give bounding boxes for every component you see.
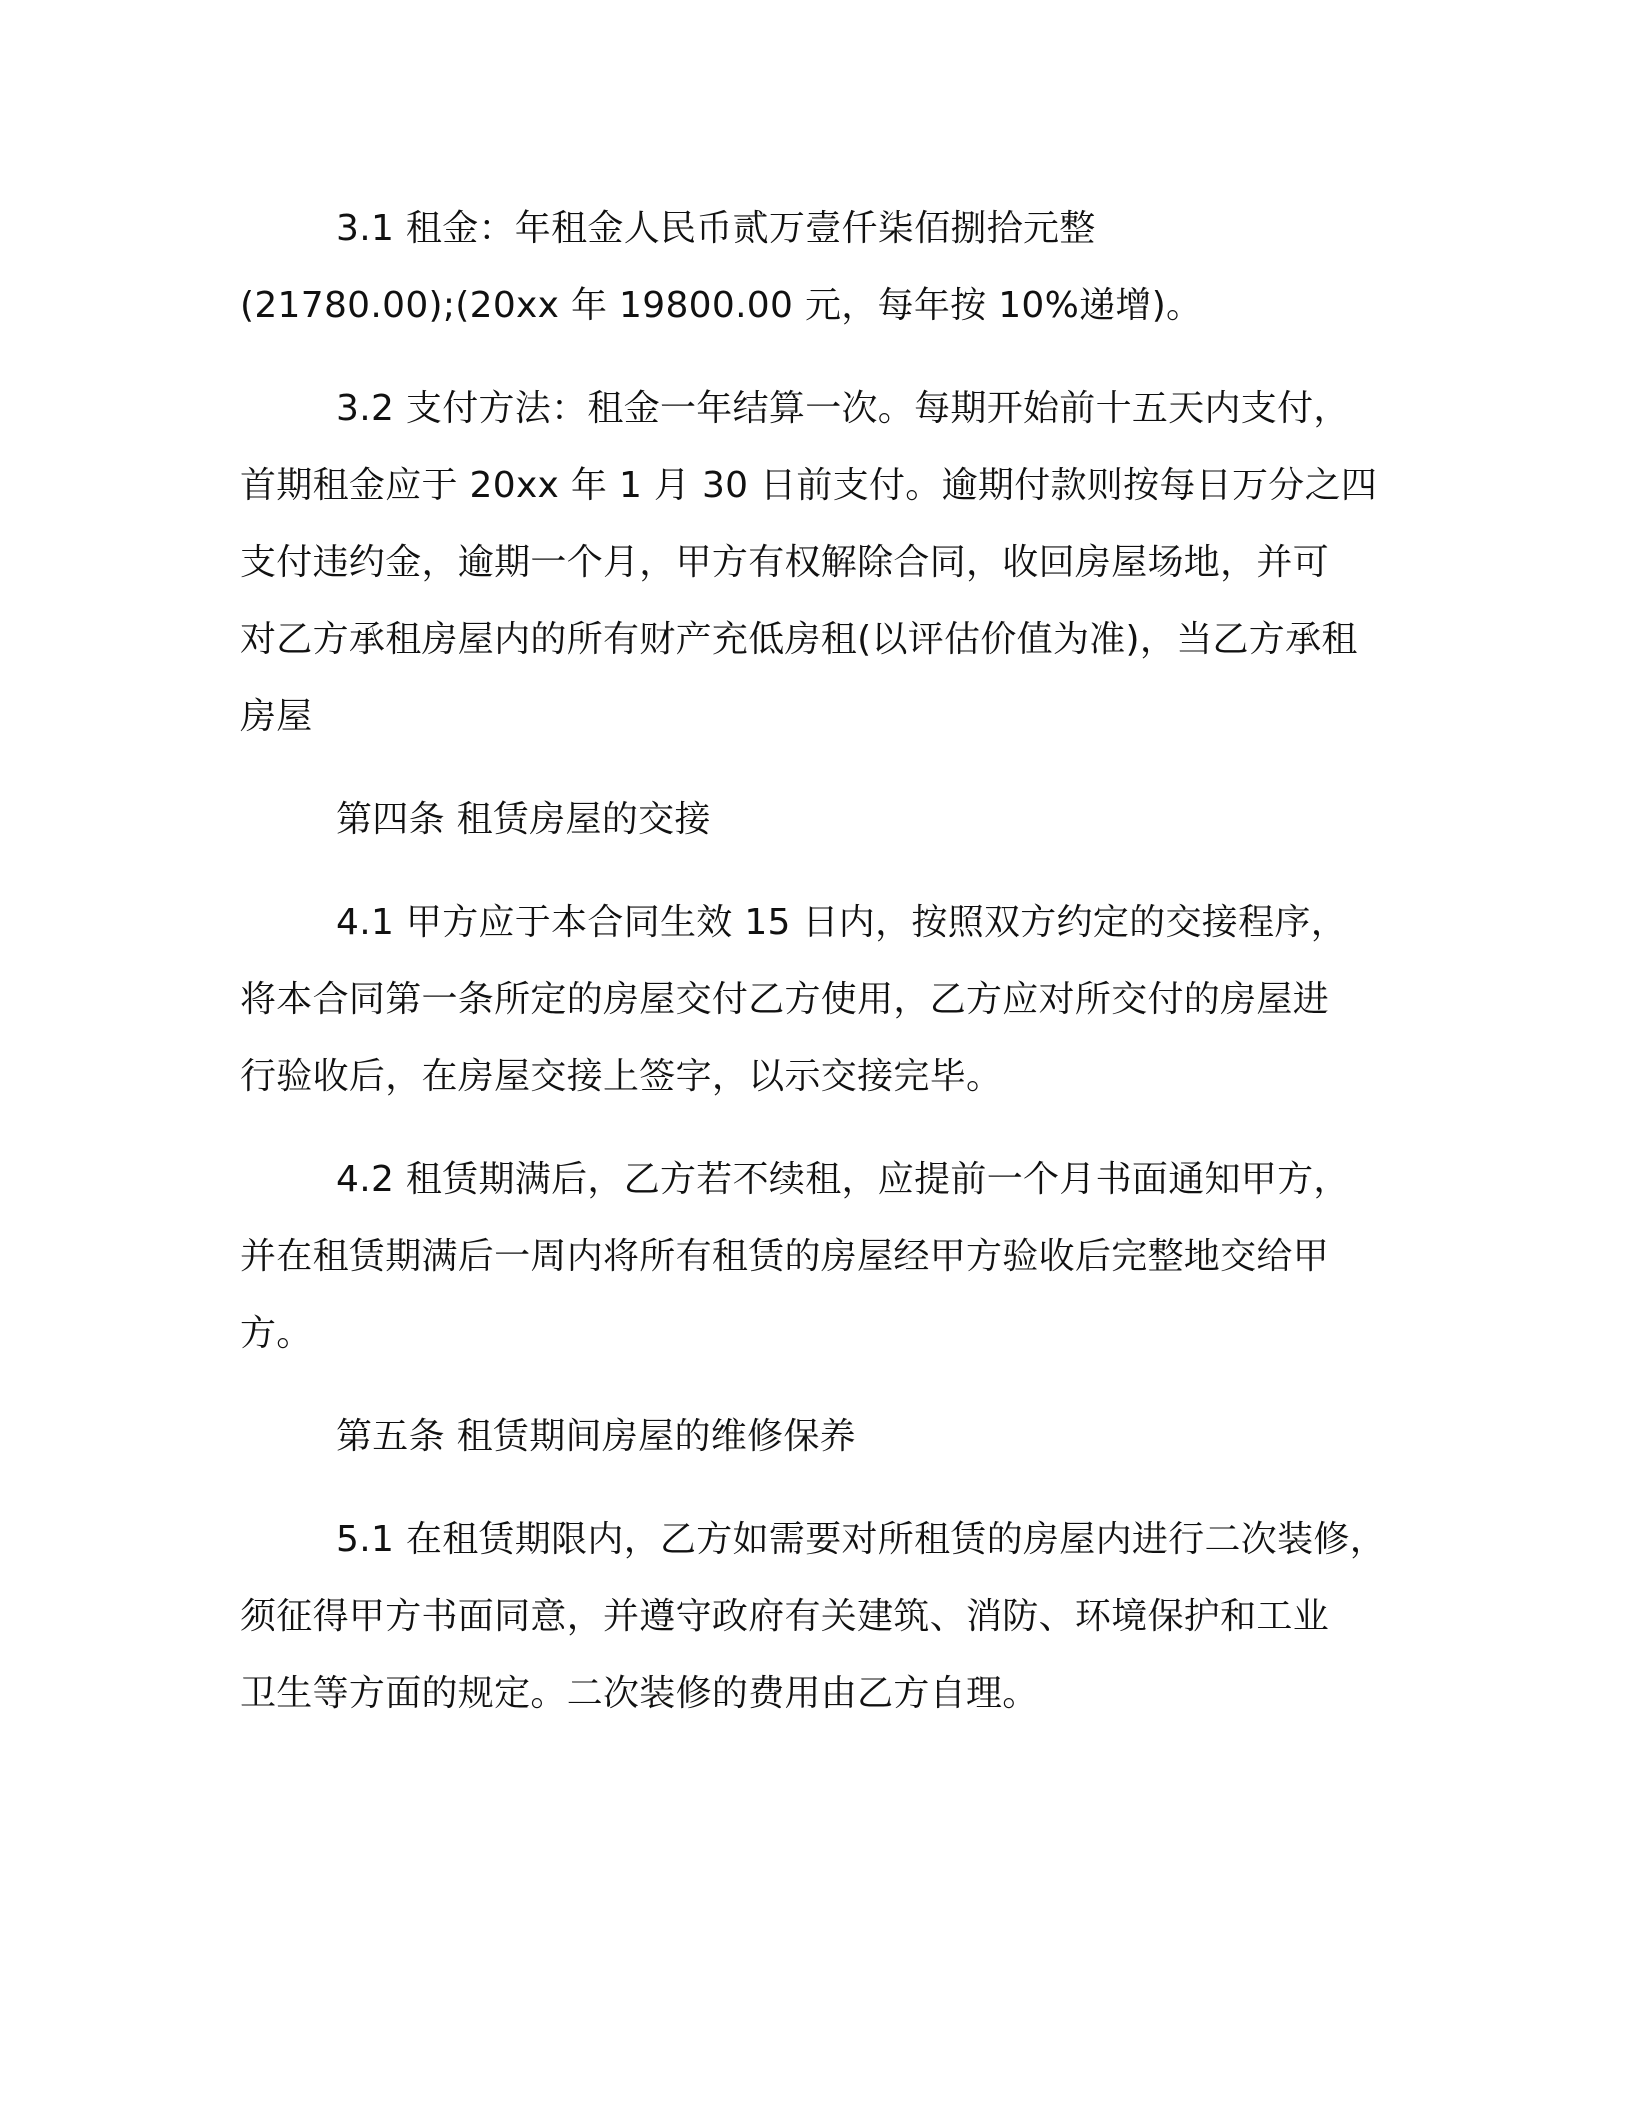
paragraph-line: 行验收后，在房屋交接上签字，以示交接完毕。 (240, 1056, 1003, 1097)
paragraph-line: 支付违约金，逾期一个月，甲方有权解除合同，收回房屋场地，并可 (240, 542, 1330, 583)
section-heading-5: 第五条 租赁期间房屋的维修保养 (336, 1416, 856, 1457)
paragraph-line: (21780.00);(20xx 年 19800.00 元，每年按 10%递增)。 (240, 285, 1203, 326)
paragraph-line: 3.1 租金：年租金人民币贰万壹仟柒佰捌拾元整 (336, 208, 1096, 249)
paragraph-4-1 (240, 884, 1400, 1115)
paragraph-line: 方。 (240, 1313, 313, 1354)
paragraph-5-1 (240, 1501, 1400, 1732)
paragraph-line: 4.1 甲方应于本合同生效 15 日内，按照双方约定的交接程序， (336, 902, 1347, 943)
paragraph-3-2 (240, 370, 1400, 755)
paragraph-line: 并在租赁期满后一周内将所有租赁的房屋经甲方验收后完整地交给甲 (240, 1236, 1330, 1277)
paragraph-line: 将本合同第一条所定的房屋交付乙方使用，乙方应对所交付的房屋进 (240, 979, 1330, 1020)
document-body (240, 190, 1400, 1732)
paragraph-line: 须征得甲方书面同意，并遵守政府有关建筑、消防、环境保护和工业 (240, 1596, 1330, 1637)
paragraph-line: 卫生等方面的规定。二次装修的费用由乙方自理。 (240, 1673, 1039, 1714)
paragraph-line: 5.1 在租赁期限内，乙方如需要对所租赁的房屋内进行二次装修， (336, 1519, 1386, 1560)
paragraph-line: 首期租金应于 20xx 年 1 月 30 日前支付。逾期付款则按每日万分之四 (240, 465, 1378, 506)
paragraph-line: 对乙方承租房屋内的所有财产充低房租(以评估价值为准)，当乙方承租 (240, 619, 1358, 660)
section-heading-4: 第四条 租赁房屋的交接 (336, 799, 711, 840)
paragraph-3-1 (240, 190, 1400, 344)
paragraph-line: 房屋 (240, 696, 313, 737)
paragraph-line: 3.2 支付方法：租金一年结算一次。每期开始前十五天内支付， (336, 388, 1350, 429)
paragraph-line: 4.2 租赁期满后，乙方若不续租，应提前一个月书面通知甲方， (336, 1159, 1350, 1200)
paragraph-4-2 (240, 1141, 1400, 1372)
